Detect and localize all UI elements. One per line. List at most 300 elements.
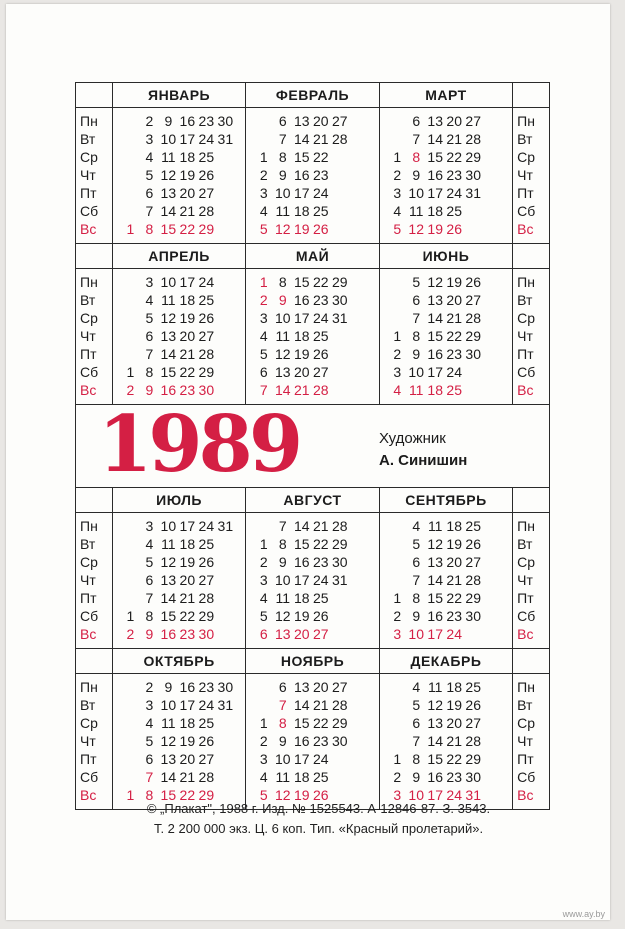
day-number: 5 bbox=[145, 554, 154, 570]
week-row bbox=[380, 607, 512, 625]
weekday-label: Вт bbox=[517, 292, 533, 308]
year-title: 1989 bbox=[98, 399, 300, 490]
month-block bbox=[379, 244, 512, 404]
day-number: 3 bbox=[145, 274, 154, 290]
day-number: 17 bbox=[427, 787, 443, 803]
week-row bbox=[380, 291, 512, 309]
week-row bbox=[113, 678, 245, 696]
day-number: 2 bbox=[393, 769, 402, 785]
month-name: СЕНТЯБРЬ bbox=[380, 488, 512, 513]
day-number: 23 bbox=[198, 679, 215, 695]
day-number: 27 bbox=[465, 715, 481, 731]
day-number: 30 bbox=[465, 769, 481, 785]
day-number: 31 bbox=[331, 572, 348, 588]
month-block bbox=[379, 83, 512, 243]
day-number: 13 bbox=[427, 554, 443, 570]
day-number: 30 bbox=[465, 608, 481, 624]
day-number: 18 bbox=[179, 149, 196, 165]
day-number: 22 bbox=[312, 715, 329, 731]
day-number: 25 bbox=[198, 149, 215, 165]
day-number: 15 bbox=[160, 364, 177, 380]
day-number: 6 bbox=[145, 572, 154, 588]
day-number: 3 bbox=[393, 364, 402, 380]
day-number: 29 bbox=[465, 751, 481, 767]
weekday-label: Пн bbox=[517, 679, 535, 695]
day-number: 1 bbox=[126, 608, 135, 624]
day-number: 25 bbox=[465, 679, 481, 695]
week-row bbox=[113, 309, 245, 327]
day-number: 23 bbox=[312, 733, 329, 749]
weekday-label: Ср bbox=[517, 310, 536, 326]
day-number: 14 bbox=[160, 346, 177, 362]
day-number: 11 bbox=[275, 203, 291, 219]
day-number: 11 bbox=[161, 149, 176, 165]
month-name: ФЕВРАЛЬ bbox=[246, 83, 378, 108]
day-number: 24 bbox=[198, 697, 215, 713]
day-number: 3 bbox=[393, 787, 402, 803]
week-row bbox=[380, 535, 512, 553]
week-row bbox=[246, 678, 378, 696]
day-number: 8 bbox=[412, 149, 421, 165]
day-number: 4 bbox=[259, 203, 268, 219]
day-number: 17 bbox=[293, 310, 310, 326]
day-number: 16 bbox=[179, 113, 196, 129]
weekday-label: Пт bbox=[80, 185, 97, 201]
day-number: 1 bbox=[393, 751, 402, 767]
day-number: 21 bbox=[446, 310, 462, 326]
day-number: 2 bbox=[259, 733, 268, 749]
day-number: 5 bbox=[412, 536, 421, 552]
week-row bbox=[246, 148, 378, 166]
week-row bbox=[380, 696, 512, 714]
day-number: 10 bbox=[160, 697, 177, 713]
day-number: 3 bbox=[145, 697, 154, 713]
day-number: 15 bbox=[160, 787, 177, 803]
week-row bbox=[246, 553, 378, 571]
week-row bbox=[380, 768, 512, 786]
day-number: 6 bbox=[412, 292, 421, 308]
day-number: 13 bbox=[160, 185, 177, 201]
week-row bbox=[113, 112, 245, 130]
weekday-label: Чт bbox=[80, 572, 96, 588]
day-number: 2 bbox=[145, 113, 154, 129]
week-row bbox=[380, 589, 512, 607]
day-number: 27 bbox=[331, 679, 348, 695]
week-row bbox=[113, 291, 245, 309]
day-number: 19 bbox=[446, 536, 462, 552]
week-row bbox=[113, 571, 245, 589]
day-number: 12 bbox=[274, 787, 291, 803]
week-row bbox=[380, 517, 512, 535]
week-row bbox=[113, 750, 245, 768]
weekday-label: Пн bbox=[517, 274, 535, 290]
day-number: 26 bbox=[465, 536, 481, 552]
day-number: 18 bbox=[293, 203, 310, 219]
day-number: 19 bbox=[179, 167, 196, 183]
weekday-label: Ср bbox=[517, 715, 536, 731]
day-number: 9 bbox=[278, 733, 287, 749]
day-number: 22 bbox=[446, 590, 462, 606]
calendar-card bbox=[6, 4, 610, 920]
day-number: 26 bbox=[312, 346, 329, 362]
day-number: 7 bbox=[278, 697, 287, 713]
day-number: 5 bbox=[412, 697, 421, 713]
day-number: 5 bbox=[259, 221, 268, 237]
day-number: 20 bbox=[293, 626, 310, 642]
day-number: 4 bbox=[412, 679, 421, 695]
day-number: 4 bbox=[259, 328, 268, 344]
day-number: 4 bbox=[145, 536, 154, 552]
week-row bbox=[113, 184, 245, 202]
day-number: 13 bbox=[427, 292, 443, 308]
day-number: 25 bbox=[312, 203, 329, 219]
day-number: 28 bbox=[198, 590, 215, 606]
day-number: 24 bbox=[312, 572, 329, 588]
day-number: 3 bbox=[393, 626, 402, 642]
week-row bbox=[113, 625, 245, 643]
week-row bbox=[246, 696, 378, 714]
month-block bbox=[113, 488, 245, 648]
week-row bbox=[246, 732, 378, 750]
day-number: 10 bbox=[274, 185, 291, 201]
day-number: 11 bbox=[427, 679, 443, 695]
day-number: 5 bbox=[393, 221, 402, 237]
weekday-label: Сб bbox=[80, 608, 99, 624]
weekday-label: Вс bbox=[517, 221, 534, 237]
weekday-label: Чт bbox=[517, 328, 533, 344]
day-number: 22 bbox=[312, 274, 329, 290]
day-number: 2 bbox=[126, 382, 135, 398]
month-name: ДЕКАБРЬ bbox=[380, 649, 512, 674]
artist-name: А. Синишин bbox=[379, 452, 468, 469]
day-number: 13 bbox=[293, 113, 310, 129]
day-number: 23 bbox=[446, 608, 462, 624]
week-row bbox=[380, 571, 512, 589]
day-number: 30 bbox=[198, 382, 215, 398]
day-number: 16 bbox=[160, 626, 177, 642]
week-row bbox=[246, 345, 378, 363]
weekday-label: Пт bbox=[80, 751, 97, 767]
day-number: 18 bbox=[446, 518, 462, 534]
day-number: 26 bbox=[312, 608, 329, 624]
day-number: 26 bbox=[198, 554, 215, 570]
month-band bbox=[76, 243, 549, 404]
weekday-label: Ср bbox=[80, 310, 98, 326]
day-number: 29 bbox=[331, 536, 348, 552]
day-number: 9 bbox=[278, 554, 287, 570]
day-number: 9 bbox=[164, 113, 173, 129]
day-number: 1 bbox=[393, 328, 402, 344]
day-number: 28 bbox=[331, 518, 348, 534]
day-number: 16 bbox=[179, 679, 196, 695]
day-number: 6 bbox=[278, 113, 287, 129]
day-number: 16 bbox=[427, 608, 443, 624]
day-number: 1 bbox=[259, 715, 268, 731]
day-number: 8 bbox=[278, 149, 287, 165]
day-number: 2 bbox=[393, 167, 402, 183]
day-number: 11 bbox=[275, 769, 291, 785]
day-number: 31 bbox=[217, 131, 234, 147]
month-band bbox=[76, 83, 549, 243]
day-number: 25 bbox=[446, 203, 462, 219]
weekday-column bbox=[76, 488, 113, 648]
day-number: 15 bbox=[160, 221, 177, 237]
day-number: 2 bbox=[393, 346, 402, 362]
day-number: 12 bbox=[274, 346, 291, 362]
day-number: 20 bbox=[446, 113, 462, 129]
day-number: 7 bbox=[145, 769, 154, 785]
day-number: 22 bbox=[312, 536, 329, 552]
day-number: 13 bbox=[274, 364, 291, 380]
day-number: 28 bbox=[331, 697, 348, 713]
day-number: 24 bbox=[446, 364, 462, 380]
day-number: 21 bbox=[293, 382, 310, 398]
day-number: 8 bbox=[278, 715, 287, 731]
day-number: 31 bbox=[465, 185, 481, 201]
month-block bbox=[113, 244, 245, 404]
day-number: 18 bbox=[427, 203, 443, 219]
week-row bbox=[380, 273, 512, 291]
month-name: АВГУСТ bbox=[246, 488, 378, 513]
day-number: 29 bbox=[465, 590, 481, 606]
weekday-label: Чт bbox=[80, 328, 96, 344]
week-row bbox=[246, 381, 378, 399]
day-number: 2 bbox=[259, 167, 268, 183]
weekday-label: Чт bbox=[517, 733, 533, 749]
weekday-label: Вс bbox=[517, 382, 534, 398]
day-number: 2 bbox=[126, 626, 135, 642]
day-number: 27 bbox=[198, 572, 215, 588]
day-number: 6 bbox=[412, 715, 421, 731]
day-number: 14 bbox=[293, 518, 310, 534]
day-number: 16 bbox=[427, 167, 443, 183]
day-number: 12 bbox=[160, 554, 177, 570]
day-number: 13 bbox=[160, 751, 177, 767]
day-number: 25 bbox=[446, 382, 462, 398]
day-number: 25 bbox=[198, 715, 215, 731]
week-row bbox=[246, 571, 378, 589]
day-number: 23 bbox=[446, 346, 462, 362]
day-number: 18 bbox=[293, 590, 310, 606]
day-number: 1 bbox=[393, 590, 402, 606]
day-number: 8 bbox=[145, 787, 154, 803]
week-row bbox=[246, 327, 378, 345]
day-number: 26 bbox=[312, 787, 329, 803]
day-number: 25 bbox=[312, 328, 329, 344]
day-number: 4 bbox=[259, 590, 268, 606]
week-row bbox=[246, 363, 378, 381]
day-number: 21 bbox=[312, 131, 329, 147]
day-number: 1 bbox=[259, 149, 268, 165]
day-number: 18 bbox=[293, 328, 310, 344]
day-number: 7 bbox=[412, 310, 421, 326]
day-number: 28 bbox=[198, 769, 215, 785]
day-number: 21 bbox=[179, 346, 196, 362]
day-number: 3 bbox=[259, 185, 268, 201]
day-number: 18 bbox=[427, 382, 443, 398]
day-number: 15 bbox=[293, 715, 310, 731]
day-number: 3 bbox=[259, 751, 268, 767]
day-number: 12 bbox=[160, 310, 177, 326]
day-number: 1 bbox=[126, 221, 135, 237]
day-number: 16 bbox=[293, 167, 310, 183]
day-number: 20 bbox=[179, 572, 196, 588]
watermark: www.ay.by bbox=[562, 909, 605, 919]
day-number: 21 bbox=[312, 518, 329, 534]
day-number: 16 bbox=[293, 733, 310, 749]
month-band bbox=[76, 648, 549, 809]
day-number: 13 bbox=[427, 113, 443, 129]
month-name: АПРЕЛЬ bbox=[113, 244, 245, 269]
week-row bbox=[113, 166, 245, 184]
day-number: 29 bbox=[331, 715, 348, 731]
week-row bbox=[113, 607, 245, 625]
weekday-label: Сб bbox=[517, 608, 536, 624]
day-number: 24 bbox=[446, 787, 462, 803]
weekday-label: Ср bbox=[517, 554, 536, 570]
day-number: 23 bbox=[198, 113, 215, 129]
week-row bbox=[380, 327, 512, 345]
day-number: 9 bbox=[145, 382, 154, 398]
week-row bbox=[113, 148, 245, 166]
day-number: 15 bbox=[427, 751, 443, 767]
week-row bbox=[113, 345, 245, 363]
week-row bbox=[246, 202, 378, 220]
day-number: 29 bbox=[198, 221, 215, 237]
weekday-label: Ср bbox=[80, 715, 98, 731]
day-number: 7 bbox=[145, 590, 154, 606]
day-number: 10 bbox=[160, 518, 177, 534]
month-block bbox=[113, 649, 245, 809]
day-number: 19 bbox=[293, 221, 310, 237]
day-number: 8 bbox=[412, 328, 421, 344]
day-number: 24 bbox=[312, 310, 329, 326]
day-number: 27 bbox=[331, 113, 348, 129]
day-number: 29 bbox=[198, 787, 215, 803]
weekday-label: Ср bbox=[80, 554, 98, 570]
imprint-line-2: Т. 2 200 000 экз. Ц. 6 коп. Тип. «Красный пролетарий». bbox=[153, 821, 484, 836]
day-number: 19 bbox=[179, 733, 196, 749]
day-number: 1 bbox=[393, 149, 402, 165]
weekday-label: Пн bbox=[517, 518, 535, 534]
day-number: 23 bbox=[446, 769, 462, 785]
week-row bbox=[113, 327, 245, 345]
day-number: 15 bbox=[427, 590, 443, 606]
day-number: 9 bbox=[278, 292, 287, 308]
day-number: 28 bbox=[331, 131, 348, 147]
year-banner bbox=[76, 399, 549, 490]
day-number: 4 bbox=[412, 518, 421, 534]
day-number: 17 bbox=[293, 572, 310, 588]
day-number: 31 bbox=[331, 310, 348, 326]
day-number: 15 bbox=[293, 274, 310, 290]
day-number: 4 bbox=[393, 382, 402, 398]
day-number: 3 bbox=[145, 518, 154, 534]
day-number: 10 bbox=[408, 787, 424, 803]
week-row bbox=[113, 768, 245, 786]
week-row bbox=[113, 732, 245, 750]
day-number: 30 bbox=[331, 733, 348, 749]
weekday-label: Сб bbox=[80, 769, 99, 785]
month-name: НОЯБРЬ bbox=[246, 649, 378, 674]
day-number: 25 bbox=[198, 292, 215, 308]
week-row bbox=[246, 535, 378, 553]
day-number: 27 bbox=[198, 185, 215, 201]
day-number: 29 bbox=[198, 608, 215, 624]
week-row bbox=[246, 517, 378, 535]
day-number: 10 bbox=[408, 364, 424, 380]
day-number: 2 bbox=[259, 554, 268, 570]
week-row bbox=[380, 345, 512, 363]
day-number: 11 bbox=[161, 715, 176, 731]
week-row bbox=[380, 148, 512, 166]
day-number: 8 bbox=[278, 536, 287, 552]
day-number: 23 bbox=[312, 167, 329, 183]
day-number: 30 bbox=[331, 292, 348, 308]
day-number: 30 bbox=[465, 167, 481, 183]
weekday-label: Вс bbox=[80, 382, 97, 398]
day-number: 8 bbox=[145, 221, 154, 237]
week-row bbox=[380, 678, 512, 696]
week-row bbox=[246, 273, 378, 291]
day-number: 17 bbox=[179, 131, 196, 147]
week-row bbox=[246, 291, 378, 309]
day-number: 19 bbox=[293, 608, 310, 624]
day-number: 22 bbox=[446, 751, 462, 767]
weekday-label: Пт bbox=[517, 185, 534, 201]
day-number: 29 bbox=[198, 364, 215, 380]
day-number: 12 bbox=[408, 221, 424, 237]
day-number: 26 bbox=[198, 167, 215, 183]
week-row bbox=[113, 553, 245, 571]
day-number: 14 bbox=[293, 131, 310, 147]
day-number: 22 bbox=[446, 149, 462, 165]
day-number: 7 bbox=[145, 346, 154, 362]
day-number: 2 bbox=[259, 292, 268, 308]
day-number: 25 bbox=[312, 590, 329, 606]
day-number: 20 bbox=[293, 364, 310, 380]
day-number: 5 bbox=[259, 608, 268, 624]
month-name: ЯНВАРЬ bbox=[113, 83, 245, 108]
day-number: 28 bbox=[198, 203, 215, 219]
day-number: 21 bbox=[446, 733, 462, 749]
weekday-label: Пт bbox=[517, 751, 534, 767]
day-number: 14 bbox=[427, 733, 443, 749]
day-number: 4 bbox=[393, 203, 402, 219]
day-number: 14 bbox=[427, 572, 443, 588]
day-number: 28 bbox=[465, 131, 481, 147]
day-number: 21 bbox=[446, 572, 462, 588]
month-block bbox=[379, 649, 512, 809]
weekday-label: Чт bbox=[80, 167, 96, 183]
day-number: 5 bbox=[412, 274, 421, 290]
day-number: 26 bbox=[312, 221, 329, 237]
day-number: 3 bbox=[259, 310, 268, 326]
weekday-column bbox=[512, 649, 549, 809]
day-number: 7 bbox=[412, 131, 421, 147]
day-number: 18 bbox=[293, 769, 310, 785]
weekday-label: Пн bbox=[80, 679, 98, 695]
day-number: 17 bbox=[427, 626, 443, 642]
day-number: 23 bbox=[312, 292, 329, 308]
day-number: 19 bbox=[446, 274, 462, 290]
day-number: 6 bbox=[145, 751, 154, 767]
weekday-label: Вс bbox=[80, 787, 97, 803]
month-block bbox=[245, 488, 378, 648]
day-number: 7 bbox=[259, 382, 268, 398]
day-number: 2 bbox=[393, 608, 402, 624]
day-number: 3 bbox=[259, 572, 268, 588]
